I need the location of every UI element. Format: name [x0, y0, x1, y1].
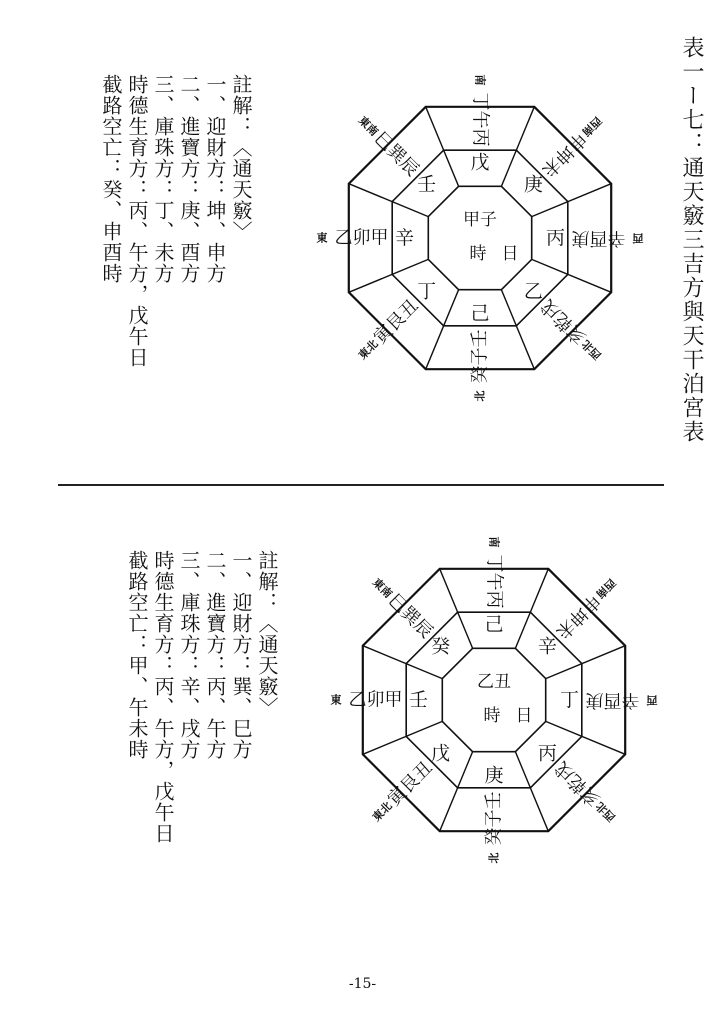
octagon-inner [442, 648, 545, 751]
compass-label: 西 [646, 693, 658, 707]
outer-sector-label: 申坤未 [551, 589, 605, 643]
bagua-diagram-top [317, 75, 644, 402]
compass-label: 東 [330, 693, 342, 707]
compass-label: 北 [487, 852, 501, 864]
inner-stem-label: 癸 [431, 635, 451, 658]
center-ri: 日 [515, 706, 533, 726]
compass-label: 東北 [355, 337, 381, 363]
note-line: 三、庫珠方：丁、未方 [151, 74, 175, 284]
outer-sector-label: 癸子壬 [483, 791, 505, 846]
page-number: -15- [348, 976, 377, 992]
compass-label: 東南 [355, 113, 381, 139]
sector-divider [532, 184, 612, 217]
sector-divider [532, 259, 612, 292]
compass-label: 東 [316, 231, 328, 245]
outer-sector-label: 亥乾戌 [551, 757, 605, 811]
compass-label: 南 [487, 536, 501, 548]
compass-label: 北 [473, 390, 487, 402]
center-shi: 時 [469, 244, 487, 264]
outer-sector-label: 巳巽辰 [383, 589, 437, 643]
compass-label: 南 [473, 74, 487, 86]
center-ri: 日 [501, 244, 519, 264]
inner-stem-label: 丙 [537, 742, 557, 765]
outer-sector-label: 巳巽辰 [369, 127, 423, 181]
note-line: 一、迎財方：巽、巳方 [229, 550, 253, 760]
note-line: 截路空亡：癸、申酉時 [99, 74, 123, 284]
inner-stem-label: 乙 [523, 280, 543, 303]
compass-label: 西南 [579, 113, 605, 139]
note-line: 二、進寶方：庚、酉方 [177, 74, 201, 284]
outer-sector-label: 寅艮丑 [383, 757, 437, 811]
sector-divider [546, 721, 626, 754]
compass-label: 西北 [579, 337, 605, 363]
inner-stem-label: 己 [470, 302, 490, 325]
page-title: 表一ー七：通天竅三吉方與天干泊宮表 [679, 36, 704, 444]
center-shi: 時 [483, 706, 501, 726]
outer-sector-label: 乙卯甲 [334, 227, 389, 249]
outer-sector-label: 寅艮丑 [369, 295, 423, 349]
inner-stem-label: 戊 [470, 151, 490, 174]
center-ganzhi: 乙丑 [477, 672, 511, 692]
outer-sector-label: 辛酉庚 [571, 227, 626, 249]
octagon-inner [428, 186, 531, 289]
inner-stem-label: 庚 [523, 173, 543, 196]
note-line: 一、迎財方：坤、申方 [203, 74, 227, 284]
inner-stem-label: 丙 [545, 227, 566, 249]
sector-divider [546, 646, 626, 679]
compass-label: 東南 [369, 575, 395, 601]
outer-sector-label: 丁午丙 [483, 554, 505, 609]
notes-heading: 註解：〈通天竅〉 [255, 550, 279, 718]
inner-stem-label: 丁 [417, 280, 437, 303]
compass-label: 西北 [593, 799, 619, 825]
inner-stem-label: 庚 [484, 764, 504, 787]
outer-sector-label: 癸子壬 [469, 329, 491, 384]
outer-sector-label: 亥乾戌 [537, 295, 591, 349]
outer-sector-label: 辛酉庚 [585, 689, 640, 711]
inner-stem-label: 辛 [537, 635, 557, 658]
inner-stem-label: 壬 [408, 689, 429, 711]
note-line: 截路空亡：甲、午未時 [125, 550, 149, 760]
compass-label: 西 [632, 231, 644, 245]
inner-stem-label: 己 [484, 613, 504, 636]
note-line: 時德生育方：丙、午方，戊午日 [151, 550, 175, 844]
bagua-diagram-bottom [331, 537, 658, 864]
inner-stem-label: 戊 [431, 742, 451, 765]
outer-sector-label: 乙卯甲 [348, 689, 403, 711]
note-line: 三、庫珠方：辛、戌方 [177, 550, 201, 760]
inner-stem-label: 壬 [417, 173, 437, 196]
outer-sector-label: 丁午丙 [469, 92, 491, 147]
center-ganzhi: 甲子 [463, 210, 497, 230]
compass-label: 西南 [593, 575, 619, 601]
inner-stem-label: 丁 [559, 689, 580, 711]
outer-sector-label: 申坤未 [537, 127, 591, 181]
note-line: 時德生育方：丙、午方，戊午日 [125, 74, 149, 368]
notes-heading: 註解：〈通天竅〉 [229, 74, 253, 242]
note-line: 二、進寶方：丙、午方 [203, 550, 227, 760]
compass-label: 東北 [369, 799, 395, 825]
inner-stem-label: 辛 [394, 227, 415, 249]
